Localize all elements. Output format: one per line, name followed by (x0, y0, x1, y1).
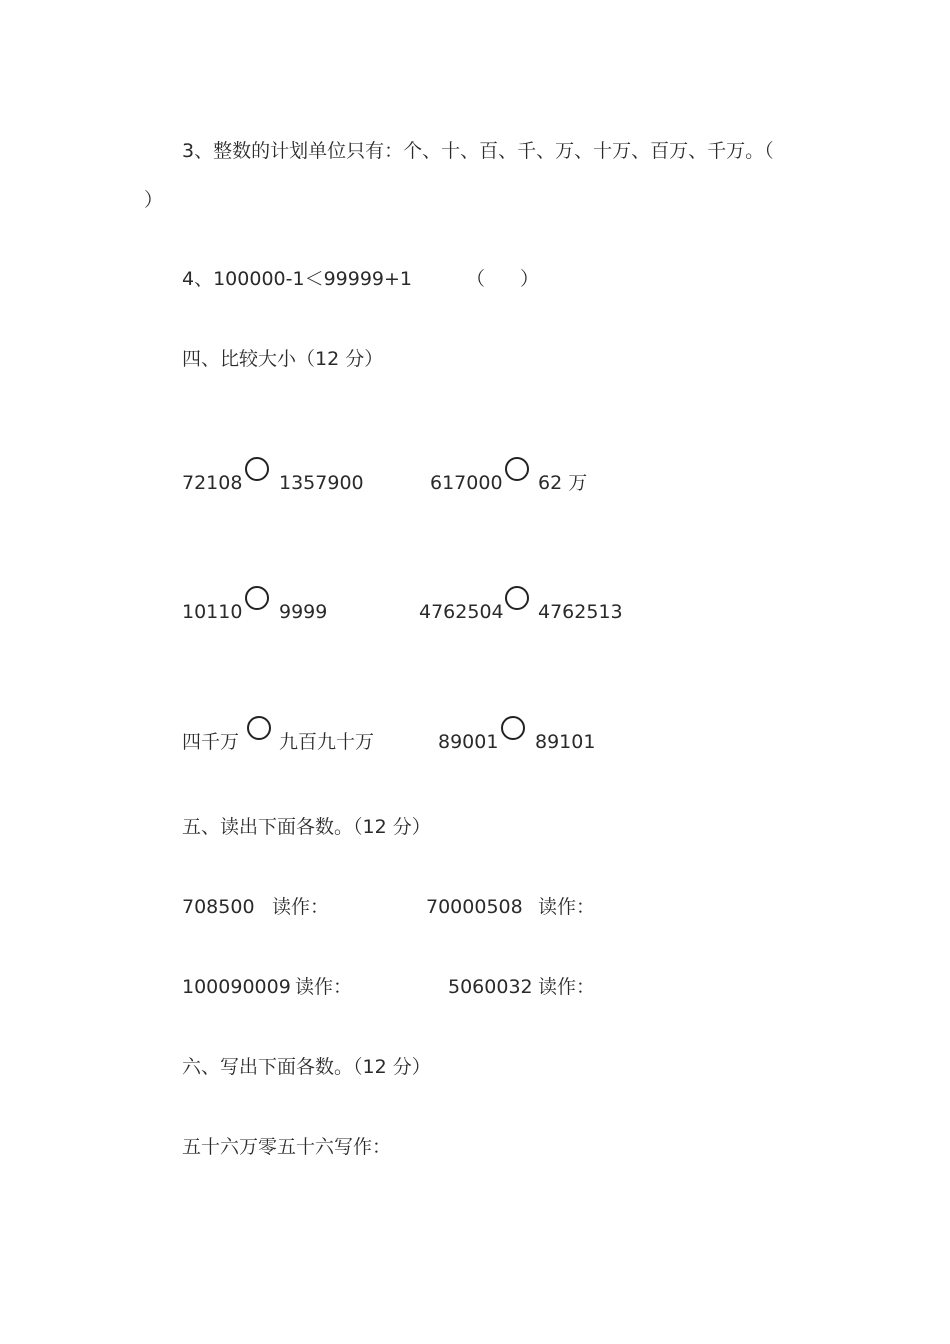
compare-row-3-left-a: 四千万 (182, 731, 240, 753)
read-number-3: 100090009 (182, 976, 291, 998)
compare-row-2-right-c: 4762504 (419, 601, 504, 623)
read-label-3: 读作： (295, 976, 353, 998)
read-label-2: 读作： (538, 896, 596, 918)
compare-row-2-right-d: 4762513 (538, 601, 623, 623)
compare-circle-2-right[interactable] (505, 586, 529, 610)
compare-circle-1-left[interactable] (245, 457, 269, 481)
compare-row-1-right-c: 617000 (430, 472, 503, 494)
compare-row-3-right-d: 89101 (535, 731, 596, 753)
read-number-4: 5060032 (448, 976, 533, 998)
compare-circle-3-left[interactable] (247, 716, 271, 740)
write-item-1: 五十六万零五十六写作： (182, 1136, 392, 1158)
compare-row-3-left-b: 九百九十万 (279, 731, 375, 753)
compare-row-1-left-b: 1357900 (279, 472, 364, 494)
read-label-1: 读作： (272, 896, 330, 918)
section-5-heading: 五、读出下面各数。（12 分） (182, 816, 431, 838)
compare-row-1-right-d: 62 万 (538, 472, 588, 494)
question-3-text: 3、整数的计划单位只有：个、十、百、千、万、十万、百万、千万。（ (182, 140, 774, 162)
compare-row-2-left-b: 9999 (279, 601, 328, 623)
question-4-bracket-open: （ (466, 268, 486, 290)
read-number-2: 70000508 (426, 896, 523, 918)
compare-row-3-right-c: 89001 (438, 731, 499, 753)
compare-row-2-left-a: 10110 (182, 601, 243, 623)
question-4-bracket-close: ） (520, 268, 540, 290)
question-4-text: 4、100000-1＜99999+1 (182, 268, 413, 290)
compare-circle-1-right[interactable] (505, 457, 529, 481)
section-6-heading: 六、写出下面各数。（12 分） (182, 1056, 431, 1078)
read-label-4: 读作： (538, 976, 596, 998)
compare-row-1-left-a: 72108 (182, 472, 243, 494)
compare-circle-3-right[interactable] (501, 716, 525, 740)
question-3-close-bracket: ） (144, 189, 164, 211)
compare-circle-2-left[interactable] (245, 586, 269, 610)
read-number-1: 708500 (182, 896, 255, 918)
section-4-heading: 四、比较大小（12 分） (182, 348, 384, 370)
